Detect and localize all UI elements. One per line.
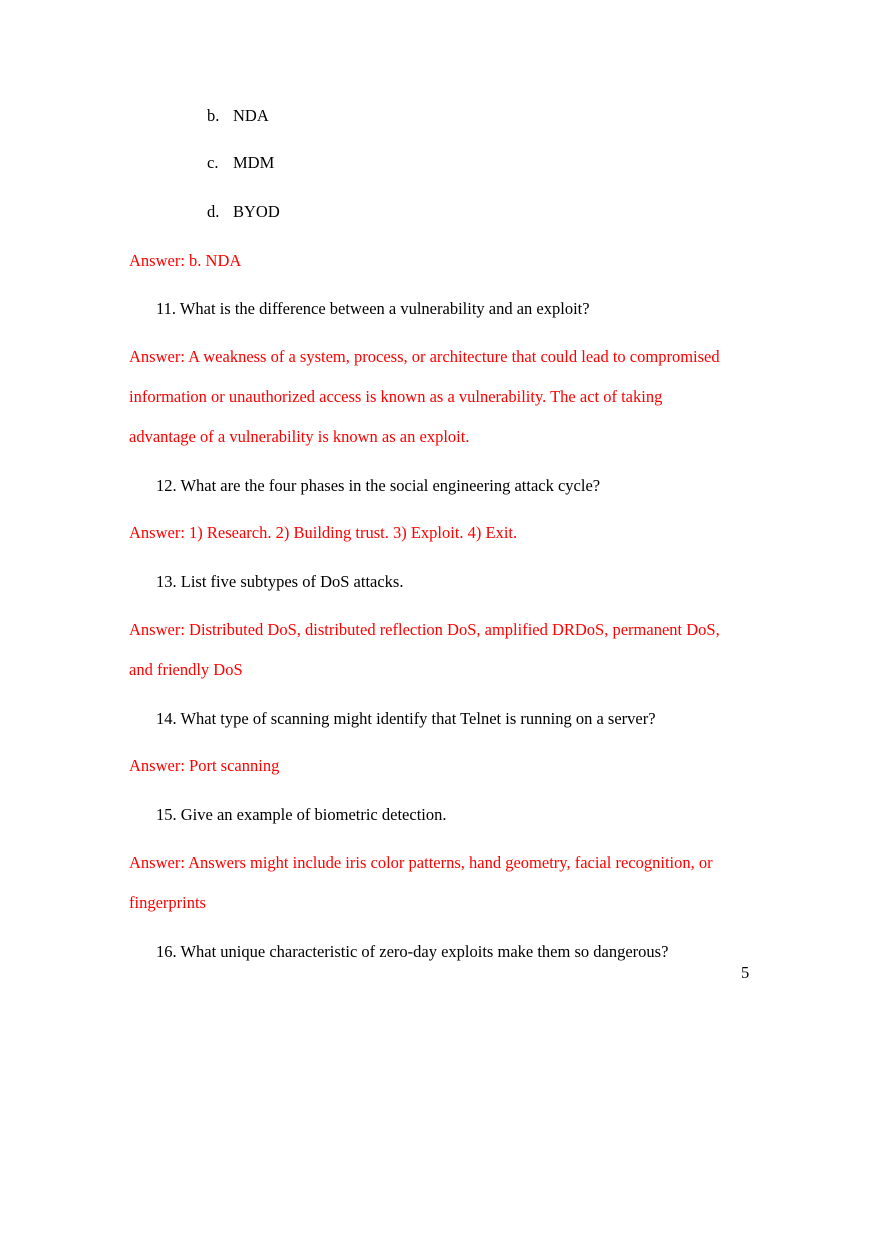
option-text: MDM [233, 153, 275, 172]
option-letter: c. [207, 153, 219, 172]
answer-11-line-2: information or unauthorized access is known as a vulnerability. The act of taking [129, 387, 663, 406]
answer-11-line-1: Answer: A weakness of a system, process, or architecture that could lead to compromised [129, 347, 720, 366]
answer-10: Answer: b. NDA [129, 251, 242, 270]
answer-15-line-2: fingerprints [129, 893, 206, 912]
answer-11-line-3: advantage of a vulnerability is known as an exploit. [129, 427, 470, 446]
option-letter: d. [207, 202, 220, 221]
answer-13-line-1: Answer: Distributed DoS, distributed reflection DoS, amplified DRDoS, permanent DoS, [129, 620, 720, 639]
answer-13-line-2: and friendly DoS [129, 660, 243, 679]
option-text: BYOD [233, 202, 280, 221]
question-13: 13. List five subtypes of DoS attacks. [156, 572, 404, 591]
question-16: 16. What unique characteristic of zero-day exploits make them so dangerous? [156, 942, 669, 961]
page-number: 5 [741, 963, 750, 982]
question-14: 14. What type of scanning might identify that Telnet is running on a server? [156, 709, 656, 728]
option-letter: b. [207, 106, 220, 125]
question-11: 11. What is the difference between a vulnerability and an exploit? [156, 299, 590, 318]
option-text: NDA [233, 106, 269, 125]
question-12: 12. What are the four phases in the social engineering attack cycle? [156, 476, 601, 495]
answer-15-line-1: Answer: Answers might include iris color patterns, hand geometry, facial recognition, or [129, 853, 713, 872]
question-15: 15. Give an example of biometric detection. [156, 805, 447, 824]
answer-12: Answer: 1) Research. 2) Building trust. 3) Exploit. 4) Exit. [129, 523, 518, 542]
answer-14: Answer: Port scanning [129, 756, 280, 775]
